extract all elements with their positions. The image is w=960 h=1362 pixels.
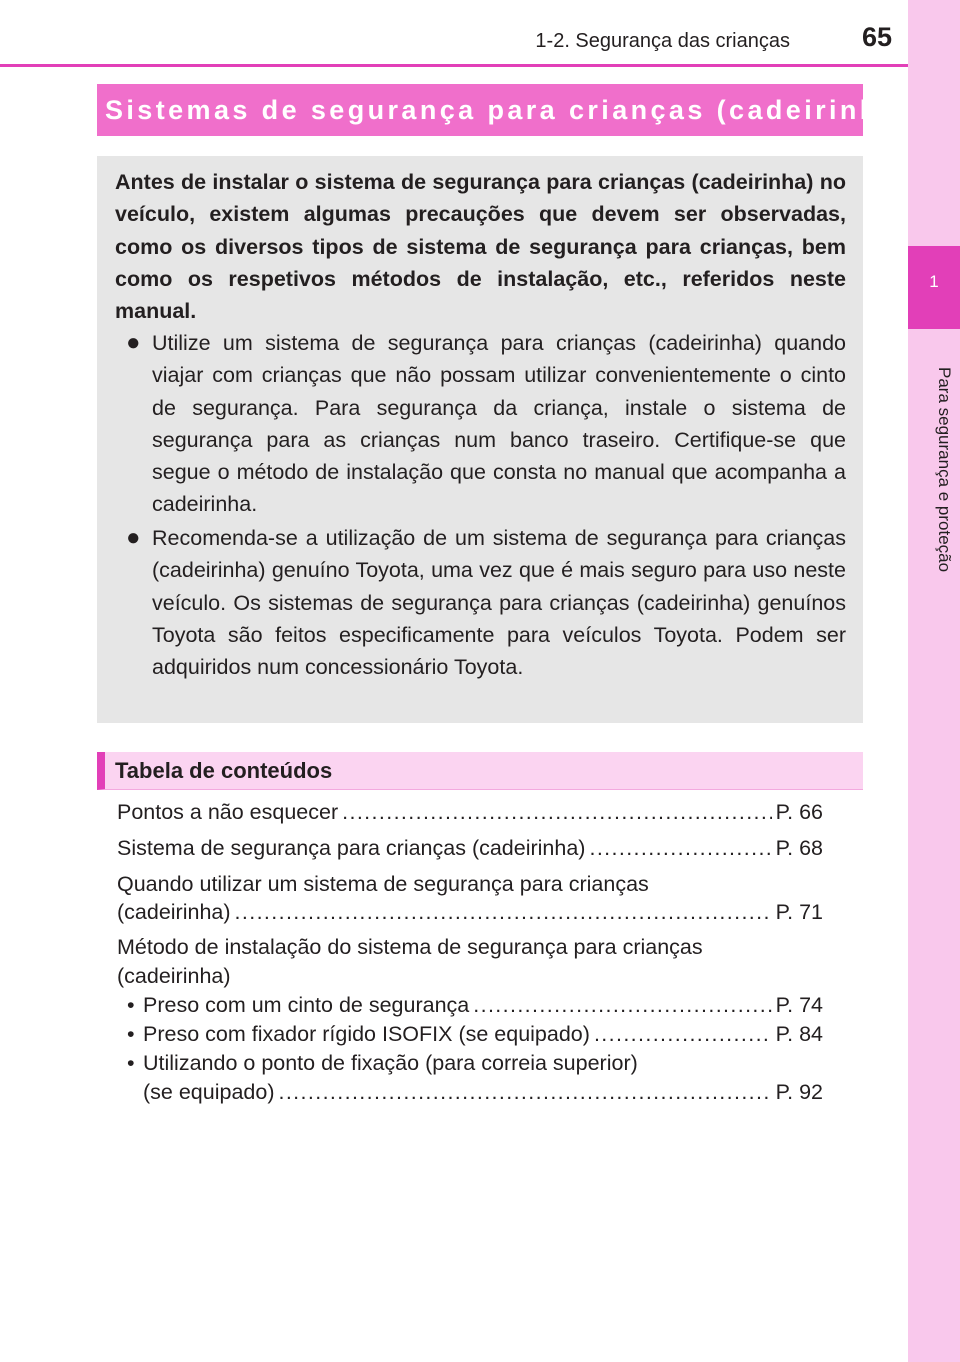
toc-entry-label: Pontos a não esquecer [117,800,339,824]
toc-leader-dots [342,798,771,827]
toc-heading-bar [97,752,863,790]
toc-leader-dots [278,1078,771,1107]
toc-entry-pontos[interactable] [117,798,823,827]
toc-entry-label: Preso com um cinto de segurança [143,993,470,1017]
toc-entry-page: P. 68 [775,836,823,860]
toc-entry-label: (se equipado) [143,1080,275,1104]
intro-bullet-2 [126,522,846,683]
bullet-text: Utilize um sistema de segurança para crianças (cadeirinha) quando viajar com crianças que não possam utilizar convenientemente o cinto de segurança. Para segurança da criança, instale o sistema de segurança para as crianças num banco traseiro. Certifique-se que segue o método de instalação que consta no manual que acompanha a cadeirinha. [152,331,846,517]
bullet-text: Recomenda-se a utilização de um sistema de segurança para crianças (cadeirinha) genuíno Toyota, uma vez que é mais seguro para uso neste veículo. Os sistemas de segurança para crianças (cadeirinha) genuínos Toyota são feitos especificamente para veículos Toyota. Podem ser adquiridos num concessionário Toyota. [152,526,846,680]
toc-entry-label: (cadeirinha) [117,900,231,924]
toc-entry-page: P. 71 [775,900,823,924]
page-title: Sistemas de segurança para crianças (cadeirinha) [105,94,911,125]
header-divider [0,64,908,67]
toc-entry-label: Sistema de segurança para crianças (cadeirinha) [117,836,586,860]
toc-bullet-icon: • [127,993,135,1017]
toc-entry-quando[interactable] [117,898,823,927]
chapter-label: Para segurança e proteção [935,367,954,573]
toc-bullet-icon: • [127,1022,135,1046]
toc-entry-page: P. 66 [775,800,823,824]
toc-entry-page: P. 84 [775,1022,823,1046]
toc-entry-page: P. 74 [775,993,823,1017]
toc-leader-dots [235,898,772,927]
toc-entry-fixacao[interactable] [143,1078,823,1107]
toc-entry-metodo-line1: Método de instalação do sistema de segurança para crianças [117,935,703,959]
toc-entry-fixacao-line1[interactable] [127,1049,823,1078]
toc-leader-dots [473,991,771,1020]
chapter-number-tab[interactable]: 1 [908,246,960,329]
page-number: 65 [861,22,892,52]
toc-entry-sistema[interactable] [117,834,823,863]
page-title-bar [97,84,911,136]
toc-entry-label: Utilizando o ponto de fixação (para correia superior) [143,1051,638,1075]
chapter-side-tab [908,0,960,1362]
toc-leader-dots [594,1020,772,1049]
section-title: 1-2. Segurança das crianças [535,30,790,52]
toc-entry-metodo-line2: (cadeirinha) [117,964,231,988]
bullet-icon: ● [126,329,141,356]
toc-entry-quando-line1[interactable]: Quando utilizar um sistema de segurança para crianças [117,872,649,896]
toc-heading: Tabela de conteúdos [115,757,333,783]
toc-leader-dots [589,834,771,863]
toc-entry-isofix[interactable] [127,1020,823,1049]
toc-bullet-icon: • [127,1051,135,1075]
intro-bullet-1 [126,327,846,521]
toc-entry-label: Preso com fixador rígido ISOFIX (se equipado) [143,1022,590,1046]
toc-entry-cinto[interactable] [127,991,823,1020]
bullet-icon: ● [126,524,141,551]
intro-lead-text: Antes de instalar o sistema de segurança para crianças (cadeirinha) no veículo, existem algumas precauções que devem ser observadas, como os diversos tipos de sistema de segurança para crianças, bem como os respetivos métodos de instalação, etc., referidos neste manual. [115,170,846,324]
toc-entry-page: P. 92 [775,1080,823,1104]
